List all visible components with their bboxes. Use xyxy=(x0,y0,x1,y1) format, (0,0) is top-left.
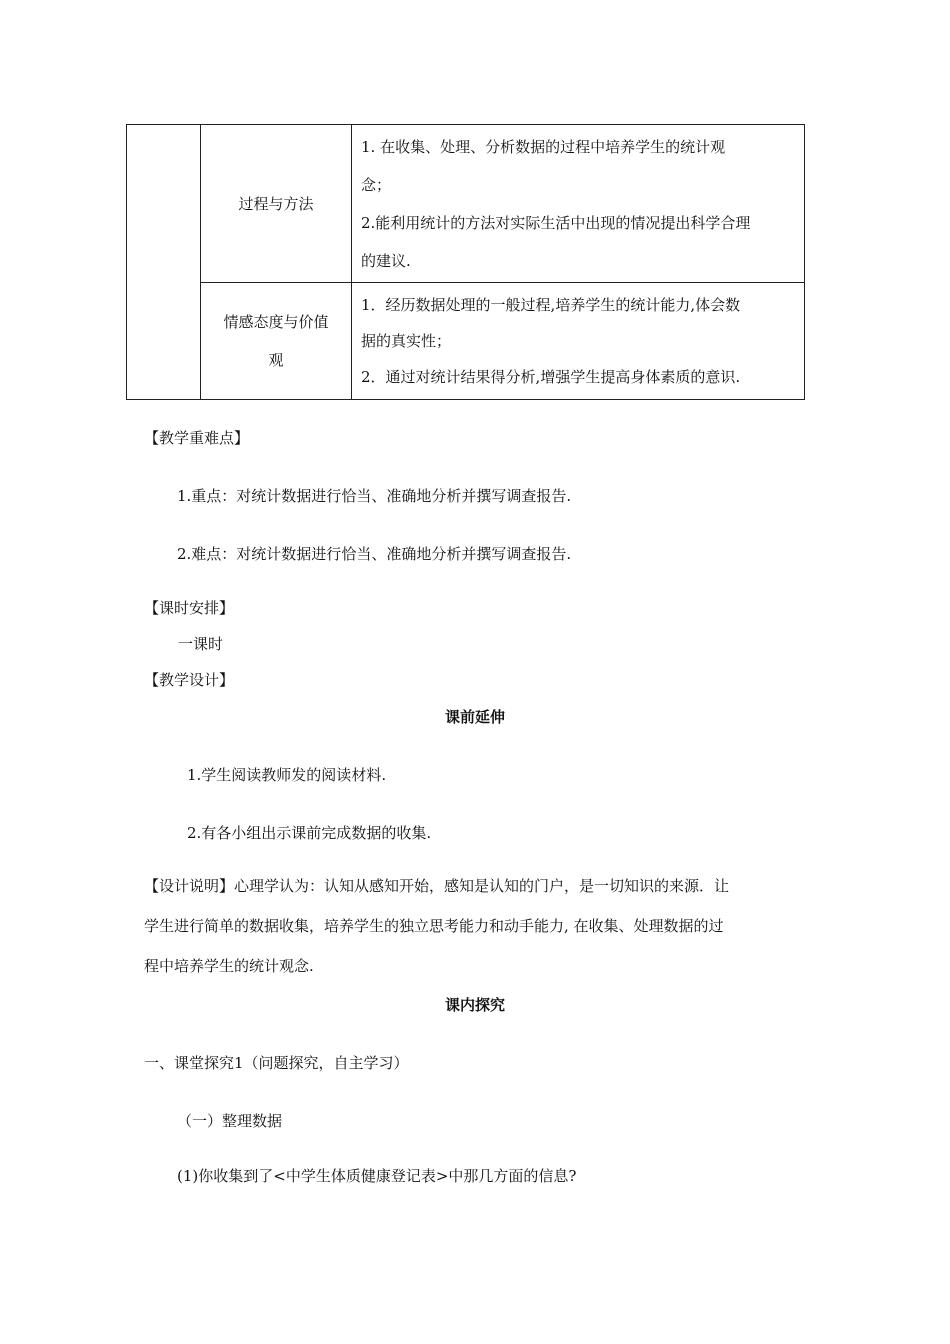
category-cell-process xyxy=(201,125,352,283)
question-text: (1)你收集到了<中学生体质健康登记表>中那几方面的信息? xyxy=(177,1167,577,1185)
pre-class-title: 课前延伸 xyxy=(444,708,505,726)
design-explanation-line: 学生进行简单的数据收集，培养学生的独立思考能力和动手能力, 在收集、处理数据的过 xyxy=(144,917,724,935)
design-heading: 【教学设计】 xyxy=(144,671,235,689)
key-points-heading: 【教学重难点】 xyxy=(144,429,250,447)
pre-class-item: 1.学生阅读教师发的阅读材料. xyxy=(187,766,387,784)
table-blank-cell xyxy=(127,125,201,400)
content-line: 2．通过对统计结果得分析,增强学生提高身体素质的意识. xyxy=(361,368,741,386)
content-line: 1. 在收集、处理、分析数据的过程中培养学生的统计观 xyxy=(361,137,726,156)
subsection-heading: （一）整理数据 xyxy=(177,1112,283,1130)
pre-class-item: 2.有各小组出示课前完成数据的收集. xyxy=(187,824,432,842)
design-explanation-line: 程中培养学生的统计观念. xyxy=(144,957,314,975)
content-cell-attitude xyxy=(352,283,805,400)
key-point-item: 1.重点：对统计数据进行恰当、准确地分析并撰写调查报告. xyxy=(177,487,572,505)
content-line: 念； xyxy=(361,175,392,194)
content-line: 1．经历数据处理的一般过程,培养学生的统计能力,体会数 xyxy=(361,296,741,314)
section-heading: 一、课堂探究1（问题探究，自主学习） xyxy=(144,1054,409,1072)
content-line: 据的真实性； xyxy=(361,332,452,350)
objectives-table xyxy=(126,124,805,400)
content-cell-process xyxy=(352,125,805,283)
category-label-line: 情感态度与价值 xyxy=(223,313,329,331)
content-line: 2.能利用统计的方法对实际生活中出现的情况提出科学合理 xyxy=(361,213,751,232)
in-class-title: 课内探究 xyxy=(444,996,505,1014)
design-explanation-line: 【设计说明】心理学认为：认知从感知开始，感知是认知的门户，是一切知识的来源．让 xyxy=(144,877,730,895)
key-point-item: 2.难点：对统计数据进行恰当、准确地分析并撰写调查报告. xyxy=(177,545,572,563)
schedule-value: 一课时 xyxy=(178,635,224,653)
category-cell-attitude xyxy=(201,283,352,400)
category-label-line: 观 xyxy=(268,351,284,369)
schedule-heading: 【课时安排】 xyxy=(144,599,235,617)
category-label: 过程与方法 xyxy=(238,194,314,213)
content-line: 的建议. xyxy=(361,251,411,270)
